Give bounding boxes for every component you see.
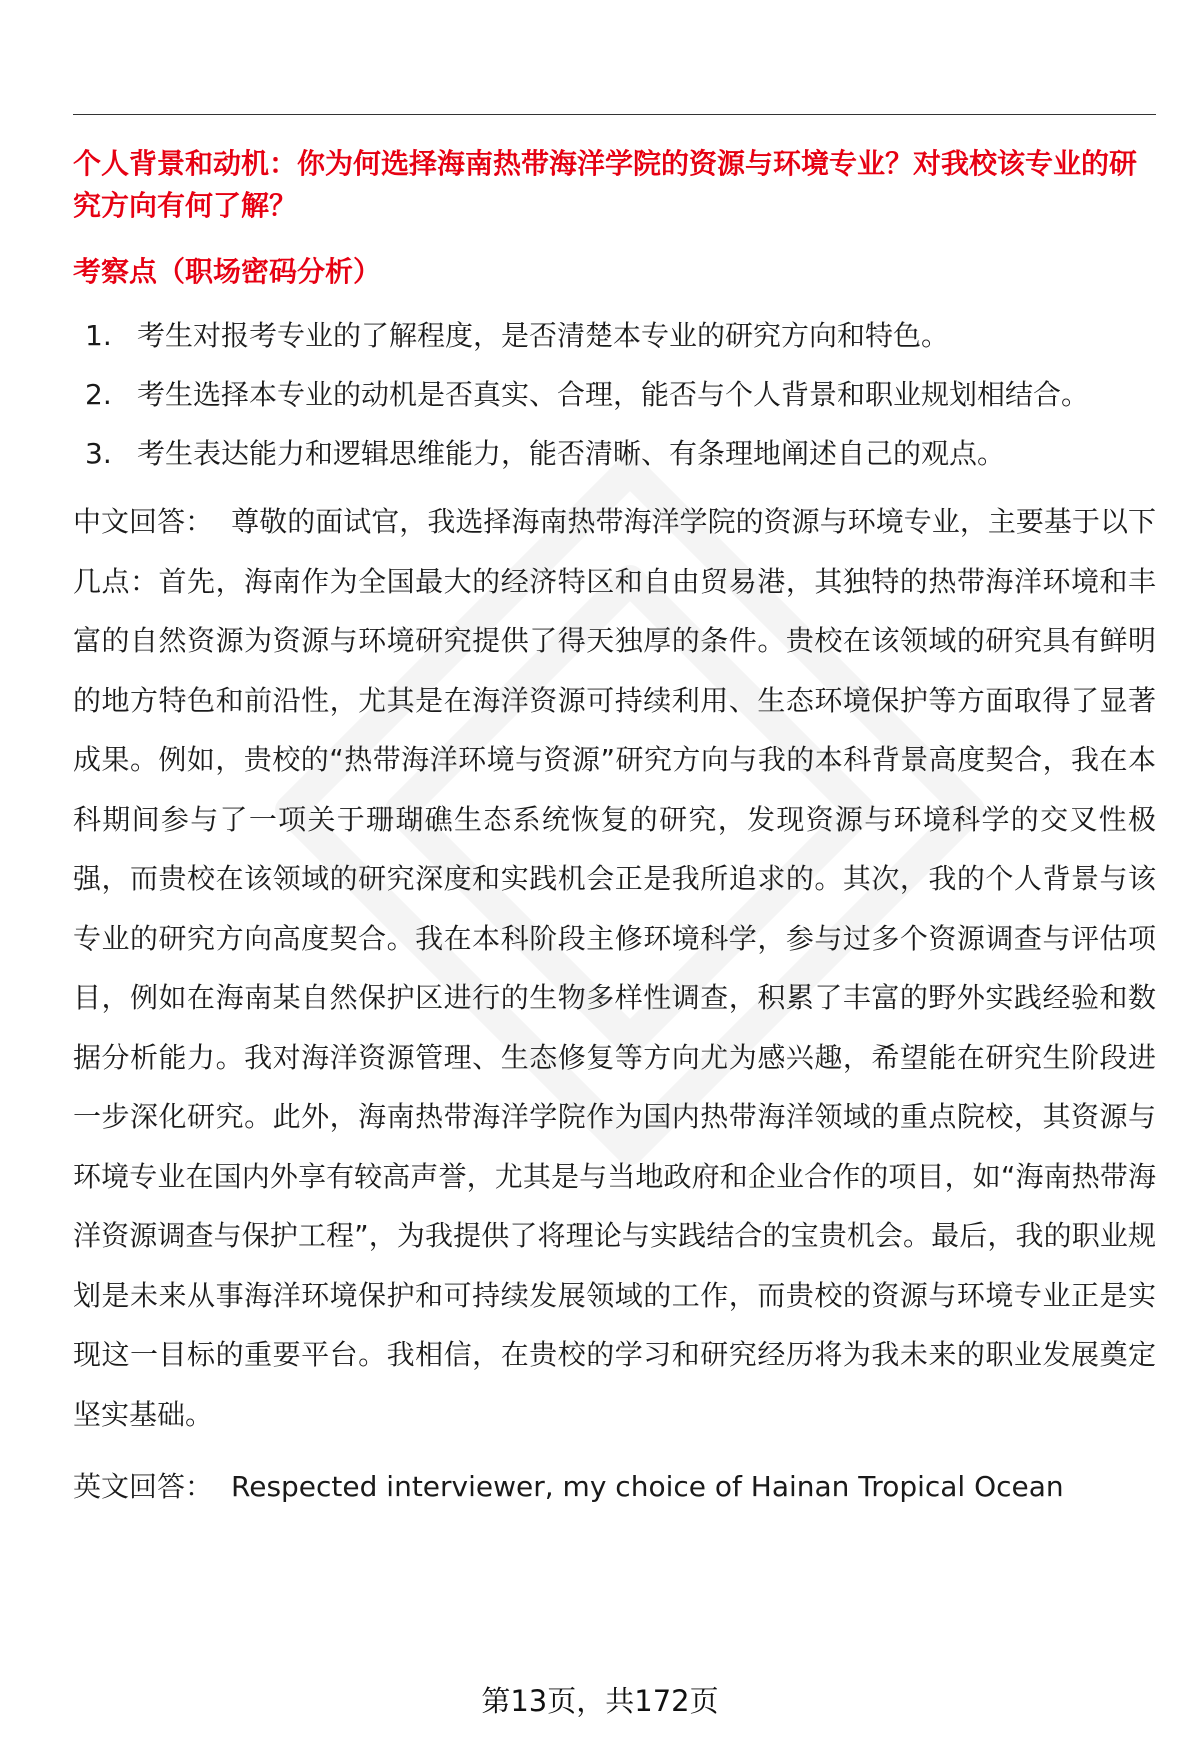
- list-item: [73, 374, 1156, 416]
- chinese-answer-text: 尊敬的面试官，我选择海南热带海洋学院的资源与环境专业，主要基于以下几点：首先，海南作为全国最大的经济特区和自由贸易港，其独特的热带海洋环境和丰富的自然资源为资源与环境研究提供了得天独厚的条件。贵校在该领域的研究具有鲜明的地方特色和前沿性，尤其是在海洋资源可持续利用、生态环境保护等方面取得了显著成果。例如，贵校的“热带海洋环境与资源”研究方向与我的本科背景高度契合，我在本科期间参与了一项关于珊瑚礁生态系统恢复的研究，发现资源与环境科学的交叉性极强，而贵校在该领域的研究深度和实践机会正是我所追求的。其次，我的个人背景与该专业的研究方向高度契合。我在本科阶段主修环境科学，参与过多个资源调查与评估项目，例如在海南某自然保护区进行的生物多样性调查，积累了丰富的野外实践经验和数据分析能力。我对海洋资源管理、生态修复等方向尤为感兴趣，希望能在研究生阶段进一步深化研究。此外，海南热带海洋学院作为国内热带海洋领域的重点院校，其资源与环境专业在国内外享有较高声誉，尤其是与当地政府和企业合作的项目，如“海南热带海洋资源调查与保护工程”，为我提供了将理论与实践结合的宝贵机会。最后，我的职业规划是未来从事海洋环境保护和可持续发展领域的工作，而贵校的资源与环境专业正是实现这一目标的重要平台。我相信，在贵校的学习和研究经历将为我未来的职业发展奠定坚实基础。: [73, 505, 1156, 1431]
- english-answer-text: Respected interviewer, my choice of Hainan Tropical Ocean: [231, 1470, 1064, 1503]
- chinese-answer-label: 中文回答：: [73, 505, 214, 538]
- list-item-text: 考生表达能力和逻辑思维能力，能否清晰、有条理地阐述自己的观点。: [137, 437, 1006, 470]
- list-item-number: 3.: [85, 437, 112, 470]
- list-item-text: 考生对报考专业的了解程度，是否清楚本专业的研究方向和特色。: [137, 319, 950, 352]
- question-heading: 个人背景和动机：你为何选择海南热带海洋学院的资源与环境专业？对我校该专业的研究方向有何了解？: [73, 147, 1138, 222]
- list-item-number: 1.: [85, 319, 112, 352]
- chinese-answer: [73, 492, 1156, 1444]
- header-rule: [73, 114, 1156, 115]
- exam-points-list: [73, 315, 1156, 475]
- english-answer: [73, 1466, 1156, 1508]
- page-number: 第13页，共172页: [481, 1684, 719, 1718]
- list-item-text: 考生选择本专业的动机是否真实、合理，能否与个人背景和职业规划相结合。: [137, 378, 1090, 411]
- list-item-number: 2.: [85, 378, 112, 411]
- exam-points-heading: 考察点（职场密码分析）: [73, 255, 382, 288]
- document-body: [73, 143, 1156, 1508]
- list-item: [73, 433, 1156, 475]
- list-item: [73, 315, 1156, 357]
- english-answer-label: 英文回答：: [73, 1470, 214, 1503]
